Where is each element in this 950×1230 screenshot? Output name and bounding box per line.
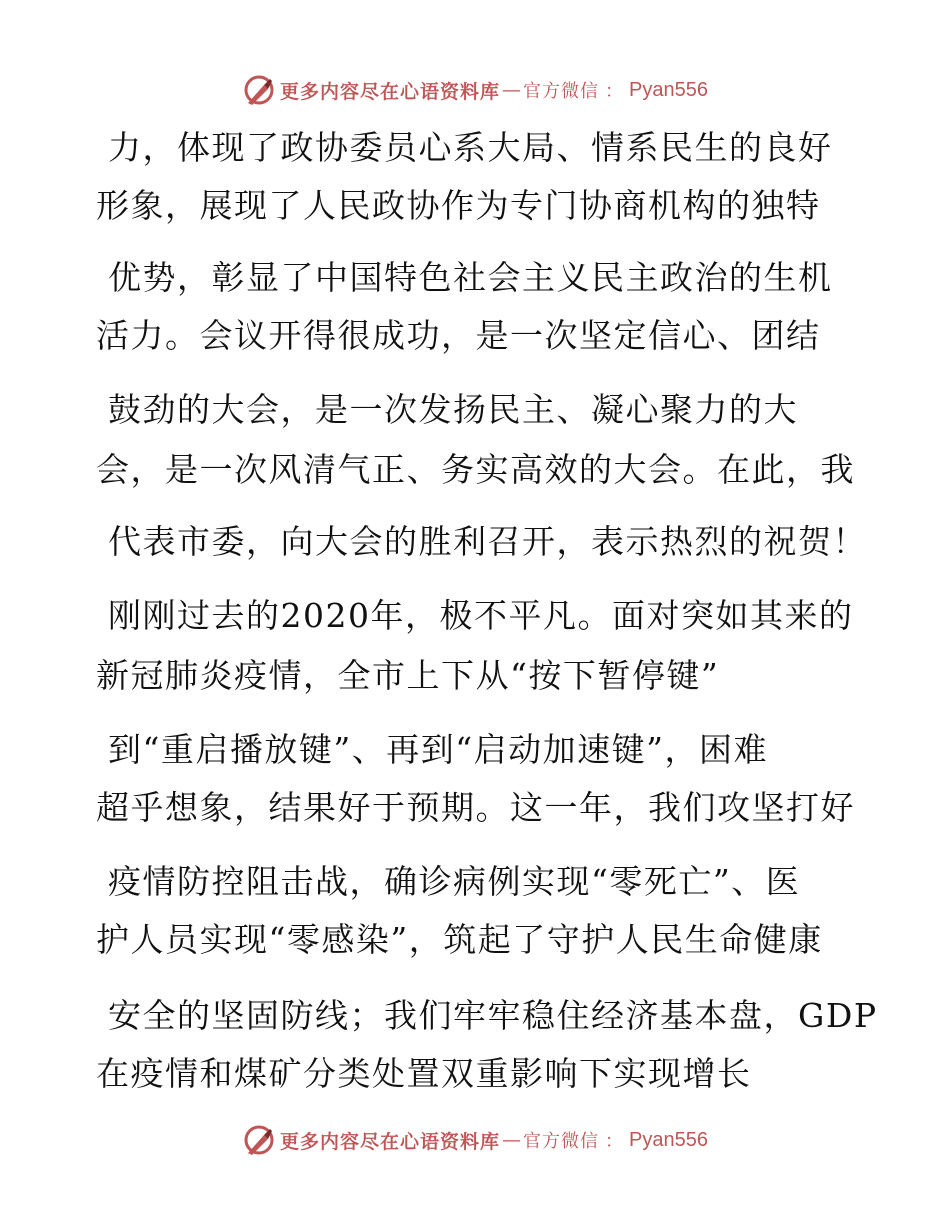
text-line: 到“重启播放键”、再到“启动加速键”，困难 <box>108 730 768 769</box>
text-line: 代表市委，向大会的胜利召开，表示热烈的祝贺！ <box>108 522 867 561</box>
text-line: 疫情防控阻击战，确诊病例实现“零死亡”、医 <box>108 862 801 901</box>
pen-logo-icon <box>242 73 276 107</box>
banner-dash: — <box>502 1129 522 1151</box>
text-line: 在疫情和煤矿分类处置双重影响下实现增长 <box>96 1054 752 1093</box>
footer-watermark <box>0 1122 950 1158</box>
banner-wechat-id: Pyan556 <box>629 78 708 101</box>
text-line: 超乎想象，结果好于预期。这一年，我们攻坚打好 <box>96 788 855 827</box>
banner-separator: ： <box>605 1131 624 1152</box>
text-line: 护人员实现“零感染”，筑起了守护人民生命健康 <box>96 920 823 959</box>
text-line: 鼓劲的大会，是一次发扬民主、凝心聚力的大 <box>108 390 798 429</box>
banner-main-text: 更多内容尽在心语资料库 <box>280 80 501 103</box>
banner-separator: ： <box>605 81 624 102</box>
text-line: 力，体现了政协委员心系大局、情系民生的良好 <box>108 128 833 167</box>
text-line: 刚刚过去的2020年，极不平凡。面对突如其来的 <box>108 596 854 635</box>
banner-wechat-label: 官方微信 <box>523 81 600 102</box>
banner-main-text: 更多内容尽在心语资料库 <box>280 1130 501 1153</box>
text-line: 活力。会议开得很成功，是一次坚定信心、团结 <box>96 316 821 355</box>
text-line: 优势，彰显了中国特色社会主义民主政治的生机 <box>108 258 833 297</box>
text-line: 新冠肺炎疫情，全市上下从“按下暂停键” <box>96 656 720 695</box>
text-line: 会，是一次风清气正、务实高效的大会。在此，我 <box>96 450 855 489</box>
header-watermark <box>0 72 950 108</box>
banner-wechat-id: Pyan556 <box>629 1128 708 1151</box>
text-line: 形象，展现了人民政协作为专门协商机构的独特 <box>96 186 821 225</box>
banner-wechat-label: 官方微信 <box>523 1131 600 1152</box>
pen-logo-icon <box>242 1123 276 1157</box>
banner-dash: — <box>502 79 522 101</box>
text-line: 安全的坚固防线；我们牢牢稳住经济基本盘，GDP <box>108 996 878 1035</box>
